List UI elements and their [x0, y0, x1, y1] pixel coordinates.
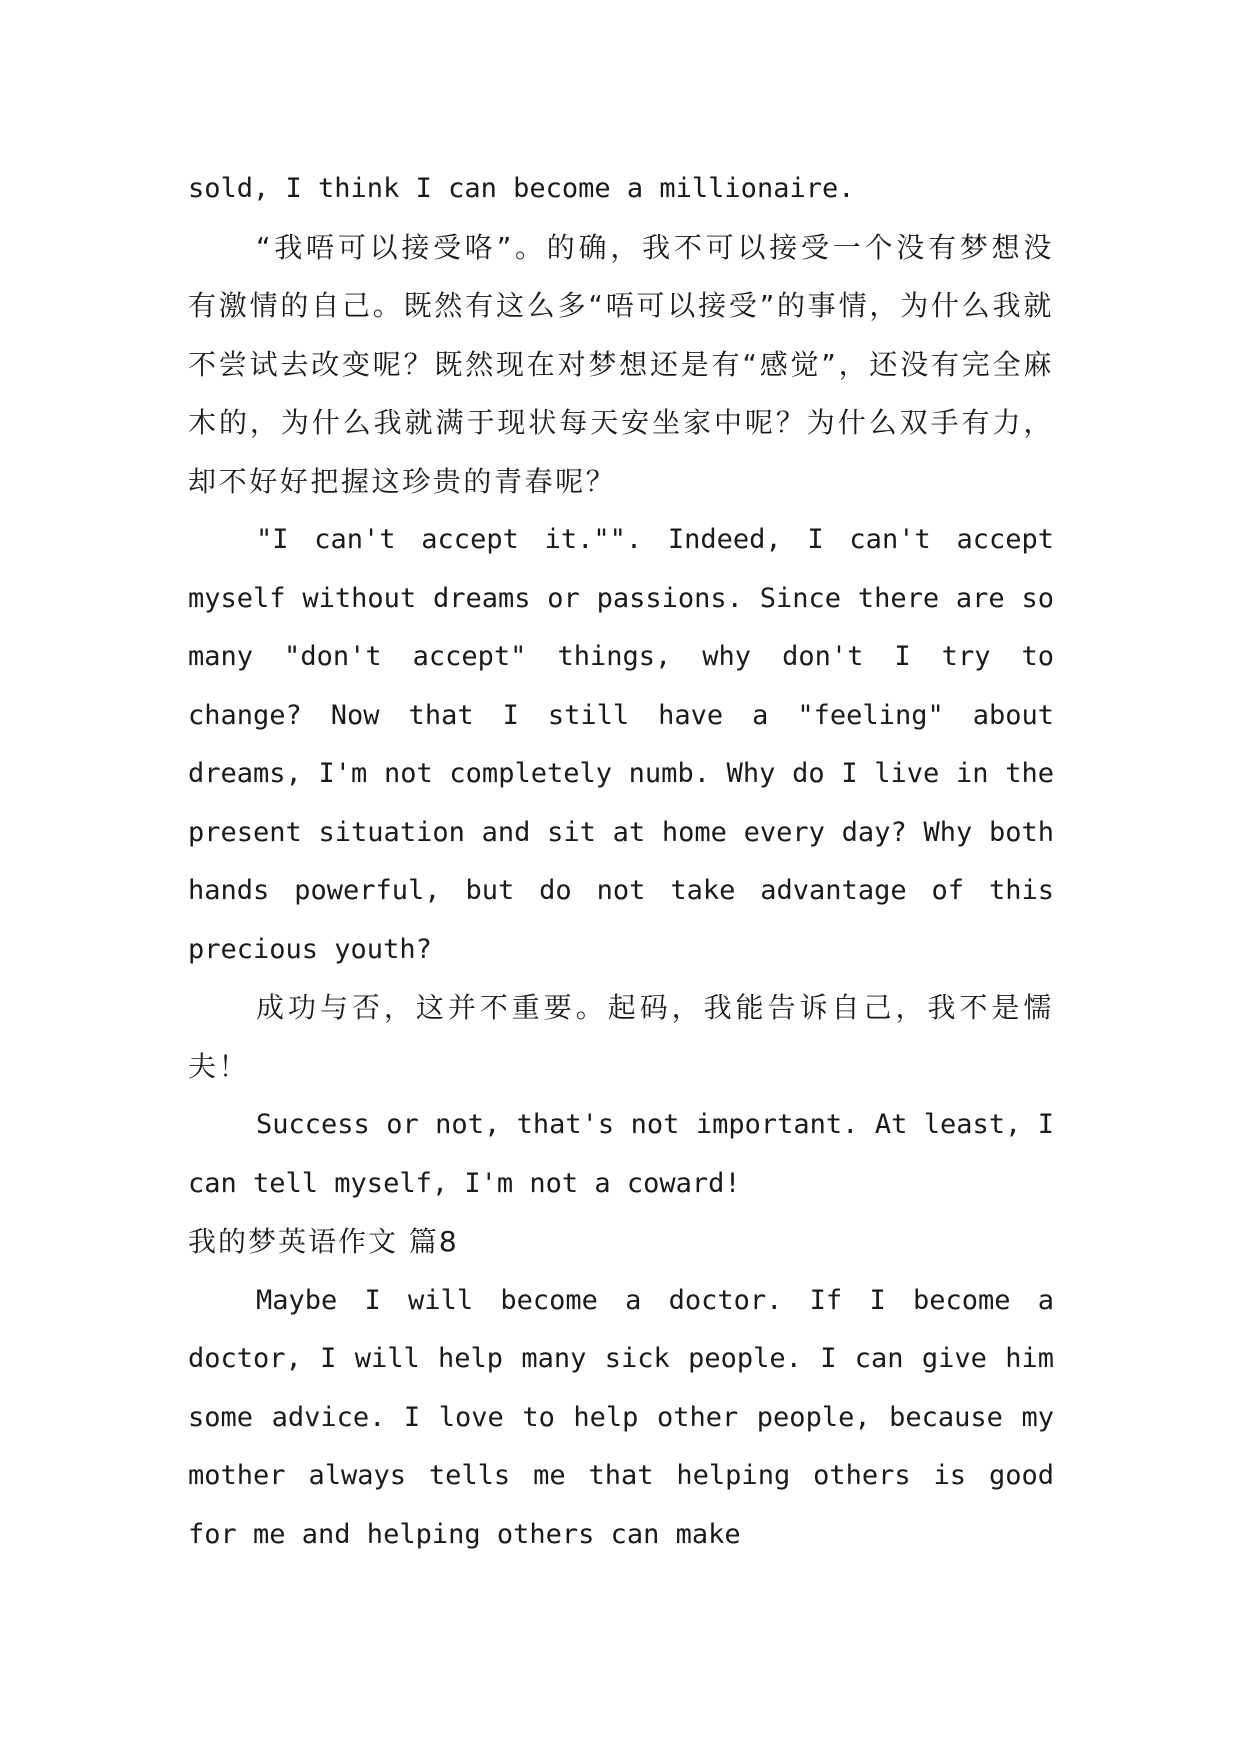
- document-body: [188, 160, 1054, 1564]
- paragraph-english-3: Success or not, that's not important. At least, I can tell myself, I'm not a coward!: [188, 1109, 1054, 1199]
- paragraph-english-4: Maybe I will become a doctor. If I become a doctor, I will help many sick people. I can give him some advice. I love to help other people, because my mother always tells me that helping others is good for me and helping others can make: [188, 1284, 1054, 1550]
- paragraph-english-2: "I can't accept it."". Indeed, I can't accept myself without dreams or passions. Since there are so many "don't accept" things, why don't I try to change? Now that I still have a "feeling" about dreams, I'm not completely numb. Why do I live in the present situation and sit at home every day? Why both hands powerful, but do not take advantage of this precious youth?: [188, 524, 1054, 965]
- paragraph-english-1-end: sold, I think I can become a millionaire.: [188, 173, 855, 204]
- paragraph-chinese-1: “我唔可以接受咯”。的确，我不可以接受一个没有梦想没有激情的自己。既然有这么多“唔可以接受”的事情，为什么我就不尝试去改变呢？既然现在对梦想还是有“感觉”，还没有完全麻木的，为什么我就满于现状每天安坐家中呢？为什么双手有力，却不好好把握这珍贵的青春呢？: [188, 230, 1054, 498]
- section-heading: 我的梦英语作文 篇8: [188, 1225, 459, 1258]
- paragraph-chinese-2: 成功与否，这并不重要。起码，我能告诉自己，我不是懦夫！: [188, 991, 1054, 1083]
